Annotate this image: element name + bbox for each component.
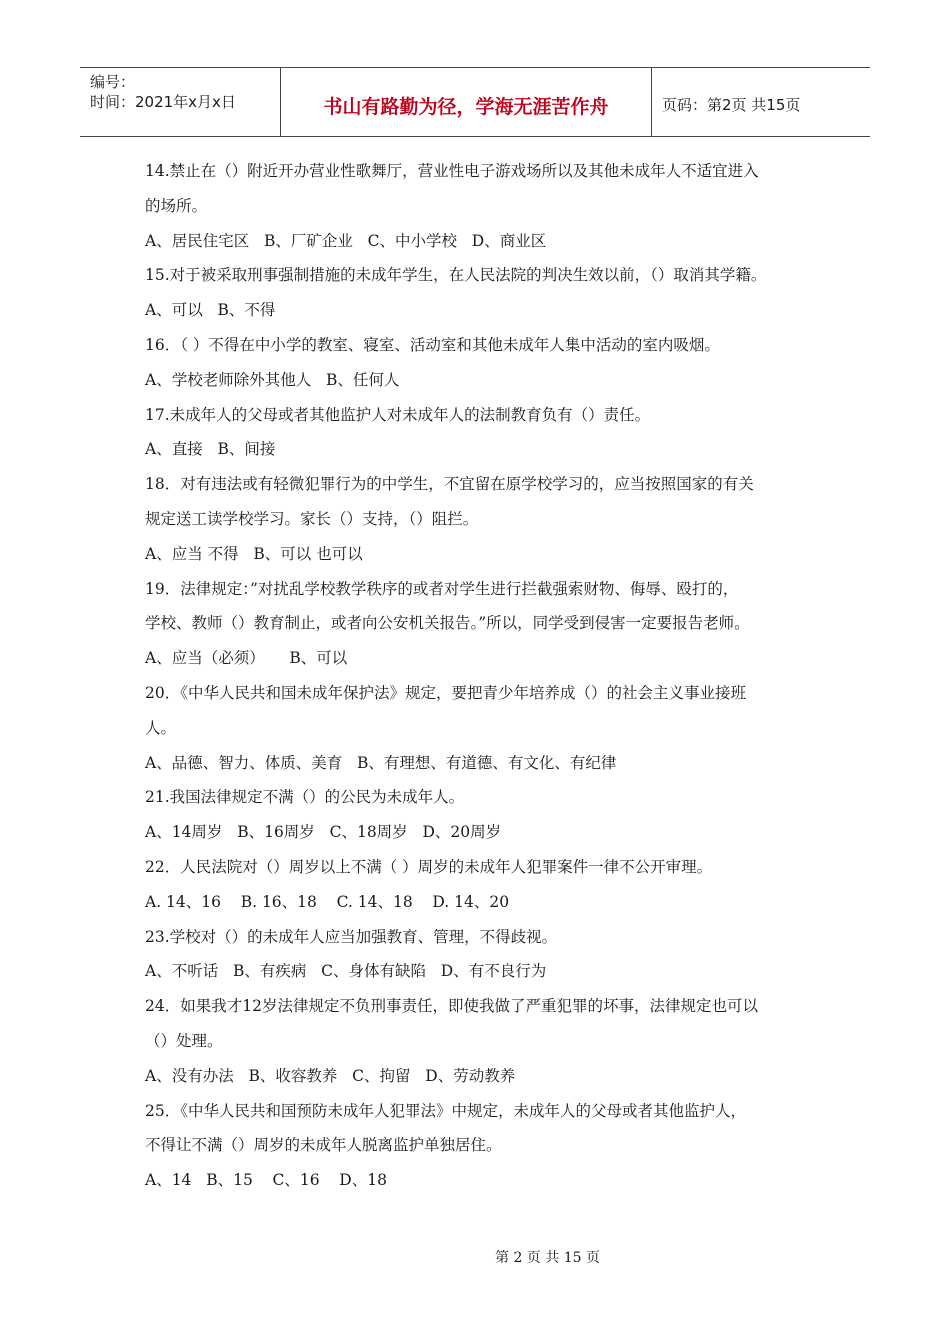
text-line: A、14 B、15 C、16 D、18 [145, 1171, 387, 1190]
header-meta [80, 68, 281, 136]
text-line: 18．对有违法或有轻微犯罪行为的中学生，不宜留在原学校学习的，应当按照国家的有关 [145, 475, 754, 494]
document-date-label: 时间：2021年x月x日 [90, 93, 236, 111]
text-line: 21.我国法律规定不满（）的公民为未成年人。 [145, 788, 465, 807]
text-line: 不得让不满（）周岁的未成年人脱离监护单独居住。 [145, 1136, 502, 1155]
text-line: A、应当（必须） B、可以 [145, 649, 348, 668]
text-line: 学校、教师（）教育制止，或者向公安机关报告。”所以，同学受到侵害一定要报告老师。 [145, 614, 750, 633]
header-motto: 书山有路勤为径，学海无涯苦作舟 [281, 68, 652, 136]
text-line: A、14周岁 B、16周岁 C、18周岁 D、20周岁 [145, 823, 502, 842]
text-line: A、直接 B、间接 [145, 440, 276, 459]
text-line: 24．如果我才12岁法律规定不负刑事责任，即使我做了严重犯罪的坏事，法律规定也可以 [145, 997, 758, 1016]
text-line: A、不听话 B、有疾病 C、身体有缺陷 D、有不良行为 [145, 962, 547, 981]
text-line: A、品德、智力、体质、美育 B、有理想、有道德、有文化、有纪律 [145, 753, 617, 772]
text-line: 16．（ ）不得在中小学的教室、寝室、活动室和其他未成年人集中活动的室内吸烟。 [145, 335, 720, 354]
text-line: A. 14、16 B. 16、18 C. 14、18 D. 14、20 [145, 892, 510, 911]
page-footer: 第 2 页 共 15 页 [495, 1250, 600, 1266]
text-line: 人。 [145, 718, 177, 737]
text-line: A、可以 B、不得 [145, 301, 276, 320]
header-page-info: 页码：第2页 共15页 [662, 95, 801, 114]
text-line: （）处理。 [145, 1031, 223, 1050]
text-line: A、应当 不得 B、可以 也可以 [145, 544, 363, 563]
text-line: 23.学校对（）的未成年人应当加强教育、管理，不得歧视。 [145, 927, 558, 946]
text-line: 20．《中华人民共和国未成年保护法》规定，要把青少年培养成（）的社会主义事业接班 [145, 683, 746, 702]
text-line: 15.对于被采取刑事强制措施的未成年学生，在人民法院的判决生效以前，（）取消其学籍。 [145, 266, 767, 285]
page-header [80, 67, 870, 137]
document-number-label: 编号： [90, 73, 136, 91]
text-line: A、没有办法 B、收容教养 C、拘留 D、劳动教养 [145, 1066, 516, 1085]
text-line: 25．《中华人民共和国预防未成年人犯罪法》中规定，未成年人的父母或者其他监护人， [145, 1101, 746, 1120]
text-line: A、学校老师除外其他人 B、任何人 [145, 370, 400, 389]
text-line: 的场所。 [145, 196, 208, 215]
text-line: 14.禁止在（）附近开办营业性歌舞厅，营业性电子游戏场所以及其他未成年人不适宜进入 [145, 162, 759, 180]
text-line: 规定送工读学校学习。家长（）支持，（）阻拦。 [145, 509, 479, 528]
text-line: A、居民住宅区 B、厂矿企业 C、中小学校 D、商业区 [145, 231, 547, 250]
question-list [145, 154, 825, 1198]
text-line: 17.未成年人的父母或者其他监护人对未成年人的法制教育负有（）责任。 [145, 405, 651, 424]
text-line: 22．人民法院对（）周岁以上不满（ ）周岁的未成年人犯罪案件一律不公开审理。 [145, 857, 713, 876]
text-line: 19．法律规定：”对扰乱学校教学秩序的或者对学生进行拦截强索财物、侮辱、殴打的， [145, 579, 739, 598]
